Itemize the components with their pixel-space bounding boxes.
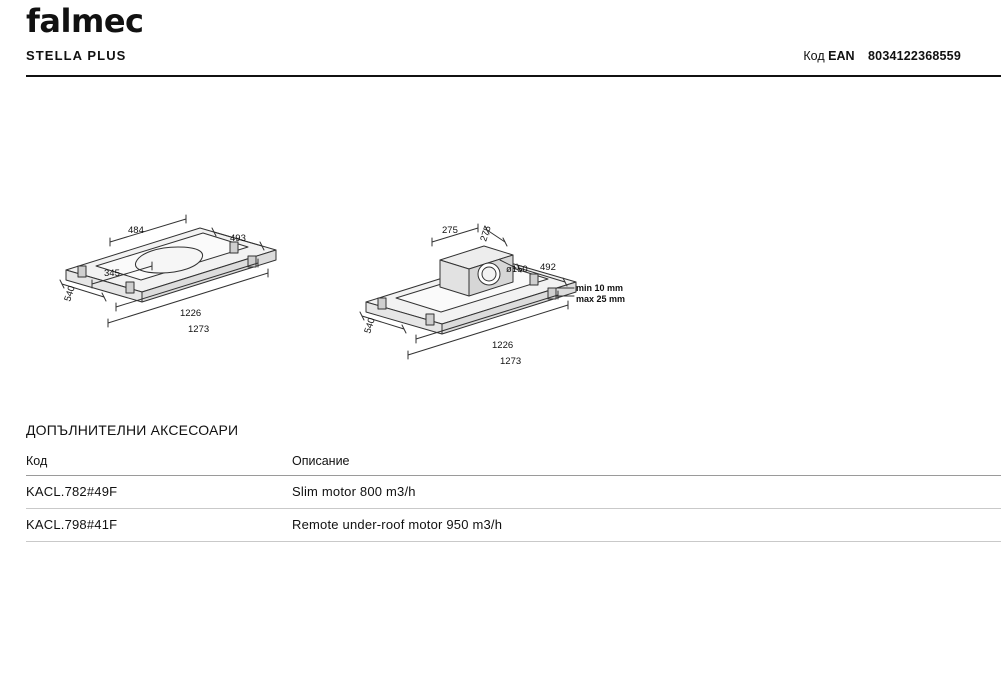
- dim-label: 540: [362, 316, 378, 335]
- dim-label: 1226: [180, 308, 202, 319]
- column-header-code: Код: [26, 448, 292, 476]
- dim-label: ø150: [506, 264, 528, 275]
- drawing-top-right-isometric: [360, 224, 576, 359]
- ean-block: [803, 49, 961, 63]
- note-min: min 10 mm: [576, 283, 624, 293]
- accessory-code: KACL.798#41F: [26, 509, 292, 542]
- brand-logo: falmec: [26, 2, 144, 40]
- dim-label: 275: [478, 224, 494, 243]
- dim-label: 540: [62, 284, 78, 303]
- ean-label-bold: EAN: [828, 49, 855, 63]
- dim-label: 1273: [188, 324, 210, 335]
- table-header-row: [26, 448, 1001, 476]
- ean-label-prefix: Код: [803, 49, 825, 63]
- dim-label: 345: [104, 268, 120, 279]
- dim-label: 275: [442, 225, 458, 236]
- page-title: STELLA PLUS: [26, 48, 127, 63]
- accessory-description: Remote under-roof motor 950 m3/h: [292, 509, 1001, 542]
- dim-label: 1273: [500, 356, 522, 367]
- accessory-code: KACL.782#49F: [26, 476, 292, 509]
- table-row: [26, 509, 1001, 542]
- dim-label: 484: [128, 225, 144, 236]
- accessories-title: ДОПЪЛНИТЕЛНИ АКСЕСОАРИ: [26, 422, 239, 438]
- note-max: max 25 mm: [576, 294, 626, 304]
- accessory-description: Slim motor 800 m3/h: [292, 476, 1001, 509]
- drawing-top-left-isometric: [60, 215, 276, 327]
- accessories-table: [26, 448, 1001, 542]
- technical-drawings: [0, 90, 1001, 380]
- ean-value: 8034122368559: [868, 49, 961, 63]
- dim-label: 492: [540, 262, 556, 273]
- table-row: [26, 476, 1001, 509]
- dim-label: 493: [230, 233, 246, 244]
- column-header-description: Описание: [292, 448, 1001, 476]
- dim-label: 1226: [492, 340, 514, 351]
- header-divider: [26, 75, 1001, 77]
